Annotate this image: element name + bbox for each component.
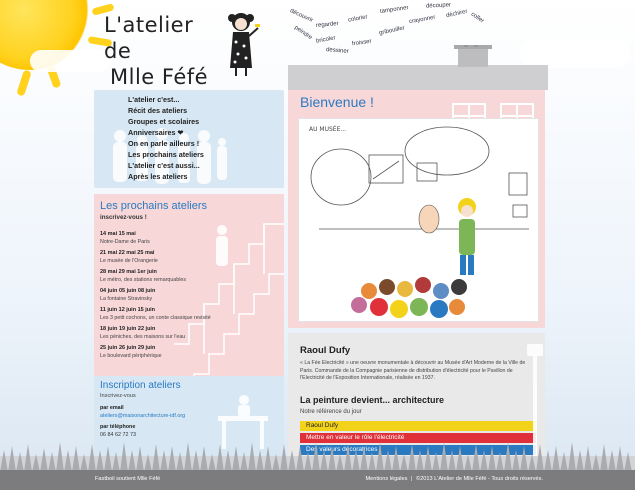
guide-figure (458, 198, 476, 275)
event-item[interactable] (100, 268, 220, 284)
building-roof (288, 45, 548, 90)
verb: tamponner (379, 5, 409, 15)
registration-subtitle: Inscrivez-vous (100, 393, 136, 399)
nav-item[interactable]: Les prochains ateliers (128, 150, 204, 159)
verb: regarder (315, 21, 339, 29)
verb: peindre (293, 24, 313, 42)
nav-item[interactable]: L'atelier c'est aussi... (128, 161, 200, 170)
event-place: La fontaine Stravinsky (100, 296, 153, 302)
email-label: par email (100, 405, 124, 411)
phone-label: par téléphone (100, 424, 136, 430)
event-place: Le métro, des stations remarquables (100, 277, 186, 283)
footer-separator: | (411, 476, 413, 482)
event-item[interactable] (100, 306, 220, 322)
verb: coller (469, 11, 485, 25)
footer-right (363, 476, 543, 482)
event-item[interactable] (100, 287, 220, 303)
event-date: 28 mai 29 mai 1er juin (100, 269, 157, 275)
nav-item[interactable]: Récit des ateliers (128, 106, 188, 115)
verb: froisser (351, 38, 372, 48)
reference-label: Notre référence du jour (300, 409, 362, 415)
copyright: ©2013 L'Atelier de Mlle Féfé - Tous droits réservés. (416, 476, 543, 482)
nav-item[interactable]: Après les ateliers (128, 172, 188, 181)
museum-sketch (298, 118, 539, 322)
tag-electricity[interactable]: Mettre en valeur le rôle l'électricité (300, 433, 536, 443)
children-group (351, 277, 467, 318)
email-link[interactable]: ateliers@maisonarchitecture-idf.org (100, 413, 186, 419)
event-date: 11 juin 12 juin 15 juin (100, 307, 156, 313)
nav-panel (94, 90, 284, 188)
event-date: 18 juin 19 juin 22 juin (100, 326, 156, 332)
page-title: Bienvenue ! (300, 94, 374, 110)
logo-line1: L'atelier de (104, 13, 194, 63)
event-date: 21 mai 22 mai 25 mai (100, 250, 155, 256)
grass-decoration (0, 440, 635, 472)
welcome-panel (288, 90, 545, 328)
verb: bricoler (315, 35, 337, 45)
sketch-label: AU MUSÉE... (309, 126, 347, 133)
dufy-subtitle: La peinture devient... architecture (300, 395, 445, 405)
verb: crayonner (408, 14, 437, 26)
verb: dessiner (325, 47, 349, 55)
verb: déchirer (445, 8, 469, 20)
event-place: Le musée de l'Orangerie (100, 258, 158, 264)
events-list (100, 230, 220, 363)
footer-sponsor[interactable]: Fastboil soutient Mlle Féfé (95, 476, 161, 482)
event-place: Le boulevard périphérique (100, 353, 162, 359)
nav-item[interactable]: Anniversaires ❤ (128, 128, 184, 137)
nav-item[interactable]: On en parle ailleurs ! (128, 139, 200, 148)
tag-decorative[interactable]: Des valeurs décoratrices (300, 445, 536, 455)
tag-raoul-dufy[interactable]: Raoul Dufy (300, 421, 536, 431)
logo-line2: Mlle Féfé (110, 65, 209, 89)
upcoming-subtitle: inscrivez-vous ! (100, 214, 147, 221)
museum-sketch-drawing (299, 119, 539, 322)
event-place: Les péniches, des maisons sur l'eau (100, 334, 186, 340)
event-item[interactable] (100, 249, 220, 265)
footer (0, 470, 635, 490)
event-place: Les 3 petit cochons, un conte classique revisité (100, 315, 211, 321)
event-date: 14 mai 15 mai (100, 231, 136, 237)
registration-title: Inscription ateliers (100, 380, 181, 391)
verb: découper (425, 2, 452, 10)
nav-item[interactable]: L'atelier c'est... (128, 95, 180, 104)
event-date: 25 juin 26 juin 29 juin (100, 345, 156, 351)
dufy-title: Raoul Dufy (300, 345, 351, 356)
verb: gribouiller (378, 25, 406, 37)
event-place: Notre-Dame de Paris (100, 239, 150, 245)
upcoming-title: Les prochains ateliers (100, 200, 208, 212)
verb: découvrir (288, 8, 314, 24)
main-nav (128, 94, 204, 182)
event-item[interactable] (100, 344, 220, 360)
phone-number: 06 84 62 72 73 (100, 432, 136, 438)
event-date: 04 juin 05 juin 08 juin (100, 288, 156, 294)
legal-link[interactable]: Mentions légales (365, 476, 408, 482)
verb: colorier (347, 14, 369, 24)
nav-item[interactable]: Groupes et scolaires (128, 117, 200, 126)
event-item[interactable] (100, 230, 220, 246)
event-item[interactable] (100, 325, 220, 341)
dufy-description: « La Fée Electricité » une oeuvre monumentale à découvrir au Musée d'Art Moderne de la Ville de Paris. Commande de la Compagnie parisienne de distribution d'électricité pour le Pavillon de l'Electricité de l'Exposition Internationale, réalisée en 1937. (300, 360, 526, 381)
